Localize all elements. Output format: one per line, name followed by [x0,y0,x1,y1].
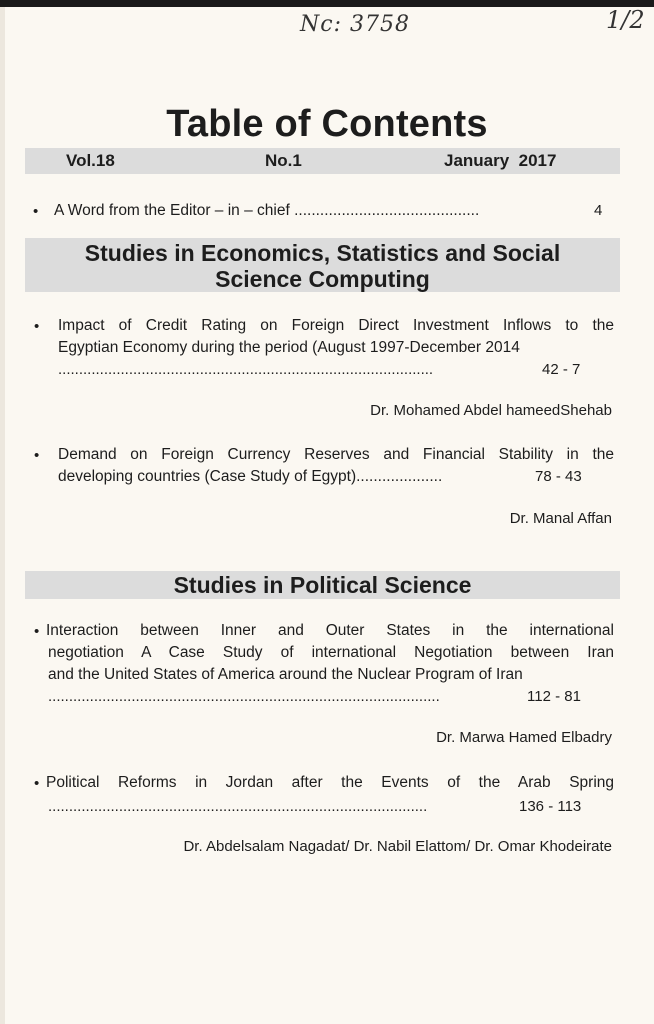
toc-page-range: 78 - 43 [535,468,582,485]
toc-entry-editor-word[interactable] [54,202,479,220]
toc-entry-title-line[interactable]: and the United States of America around the Nuclear Program of Iran [48,666,523,683]
toc-entry-title-line[interactable]: Demand on Foreign Currency Reserves and Financial Stability in the [58,446,614,463]
toc-entry-text: A Word from the Editor – in – chief [54,202,290,219]
toc-author: Dr. Mohamed Abdel hameedShehab [370,402,612,419]
section-heading-economics [25,238,620,292]
toc-page-number: 4 [594,202,603,219]
toc-page-range: 136 - 113 [519,798,582,815]
toc-page-range: 42 - 7 [542,361,581,378]
section-heading-line: Science Computing [215,266,430,292]
section-heading-line: Studies in Economics, Statistics and Social [84,240,561,266]
dot-leader: .............................................................................................. [48,688,440,705]
toc-entry-text: developing countries (Case Study of Egypt) [58,468,357,485]
dot-leader: .......................................................................................... [58,361,434,378]
bullet-icon: • [33,203,39,220]
toc-entry-title-line[interactable]: Egyptian Economy during the period (August 1997-December 2014 [58,339,520,356]
bullet-icon: • [34,447,40,464]
toc-author: Dr. Abdelsalam Nagadat/ Dr. Nabil Elattom/ Dr. Omar Khodeirate [183,838,612,855]
bullet-icon: • [34,623,40,640]
toc-author: Dr. Manal Affan [509,510,612,527]
dot-leader: ........................................... [294,202,480,219]
volume-label: Vol.18 [66,151,115,170]
issue-date-label: January 2017 [444,151,557,170]
toc-entry-title-line[interactable]: Political Reforms in Jordan after the Events of the Arab Spring [46,774,614,791]
bullet-icon: • [34,318,40,335]
handwritten-reference-number: Nc: 3758 [300,12,410,37]
section-heading-political-science: Studies in Political Science [25,571,620,599]
bullet-icon: • [34,775,40,792]
page-title: Table of Contents [166,103,488,145]
dot-leader: ........................................................................................... [48,798,428,815]
toc-entry-title-line[interactable] [58,468,442,486]
page-left-edge [0,7,5,1024]
issue-number-label: No.1 [265,151,302,170]
issue-info-band [25,148,620,174]
toc-entry-title-line[interactable]: negotiation A Case Study of international Negotiation between Iran [48,644,614,661]
toc-entry-title-line[interactable]: Impact of Credit Rating on Foreign Direct Investment Inflows to the [58,317,614,334]
handwritten-page-mark: 1/2 [606,6,645,34]
toc-entry-title-line[interactable]: Interaction between Inner and Outer States in the international [46,622,614,639]
page-top-edge [0,0,654,7]
dot-leader: .................... [356,468,443,485]
toc-page-range: 112 - 81 [527,688,581,705]
toc-author: Dr. Marwa Hamed Elbadry [436,729,612,746]
